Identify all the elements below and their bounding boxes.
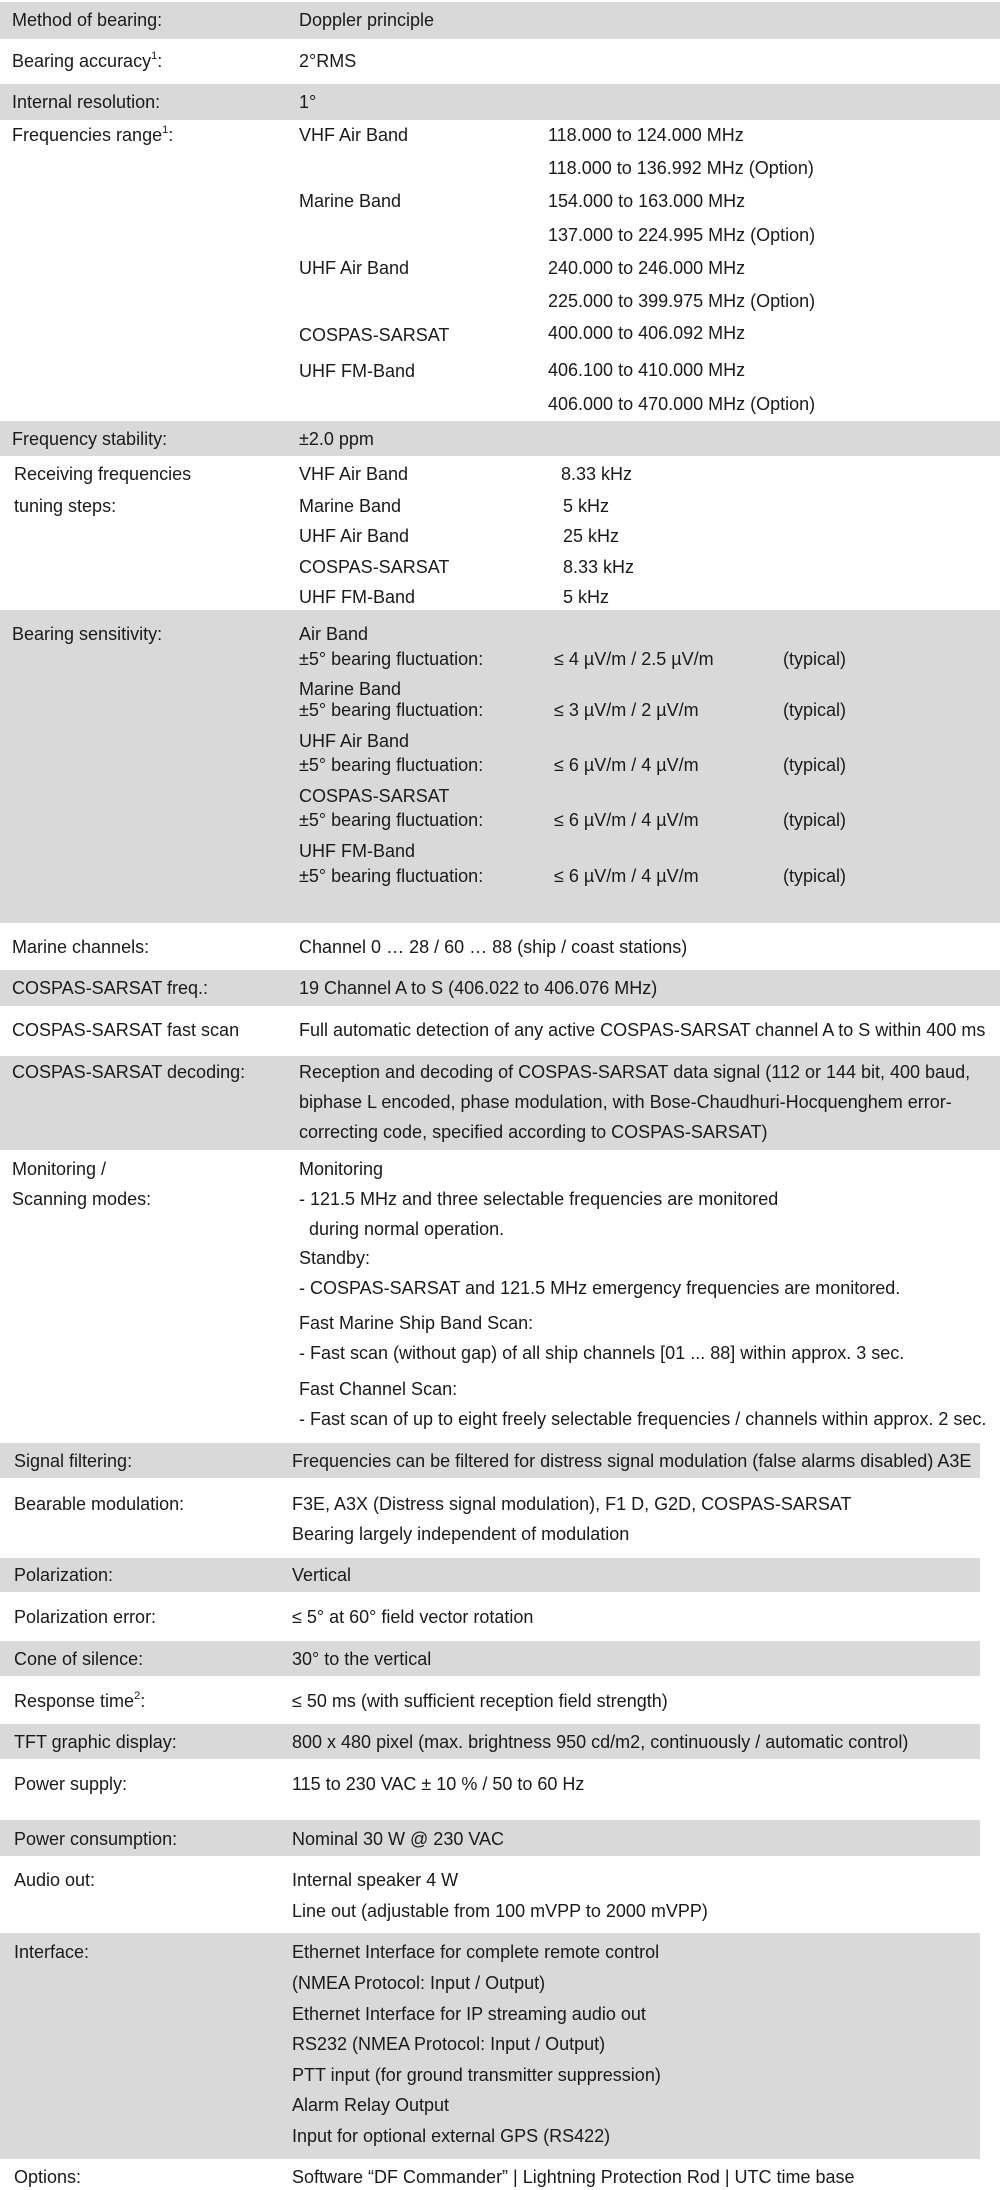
sensitivity-value: ≤ 6 µV/m / 4 µV/m [554,755,699,775]
monitoring-line: - 121.5 MHz and three selectable frequencies are monitored [299,1189,779,1209]
filtering-label: Signal filtering: [14,1451,133,1471]
row-polarization [0,1558,980,1592]
cospas-decoding-line: Reception and decoding of COSPAS-SARSAT data signal (112 or 144 bit, 400 baud, [299,1062,971,1082]
freq-band-line: 137.000 to 224.995 MHz (Option) [548,225,816,245]
sensitivity-fluct: ±5° bearing fluctuation: [299,649,484,669]
sensitivity-fluct: ±5° bearing fluctuation: [299,866,484,886]
freq-band-name: UHF Air Band [299,258,410,278]
stability-label: Frequency stability: [12,429,168,449]
monitoring-line: during normal operation. [309,1219,505,1239]
marine-value: Channel 0 … 28 / 60 … 88 (ship / coast stations) [299,937,688,957]
interface-line: RS232 (NMEA Protocol: Input / Output) [292,2034,606,2054]
freq-band-line: 118.000 to 136.992 MHz (Option) [548,158,814,178]
stability-value: ±2.0 ppm [299,429,374,449]
cospas-scan-label: COSPAS-SARSAT fast scan [12,1020,240,1040]
monitoring-line: - Fast scan of up to eight freely selectable frequencies / channels within approx. 2 sec. [299,1409,987,1429]
interface-line: Input for optional external GPS (RS422) [292,2126,611,2146]
sensitivity-fluct: ±5° bearing fluctuation: [299,755,484,775]
interface-line: (NMEA Protocol: Input / Output) [292,1973,546,1993]
sensitivity-note: (typical) [783,755,847,775]
method-label: Method of bearing: [12,10,163,30]
freq-band-line: 118.000 to 124.000 MHz [548,125,744,145]
freq-band-line: 240.000 to 246.000 MHz [548,258,746,278]
tuning-label-line1: Receiving frequencies [14,464,192,484]
modulation-line: F3E, A3X (Distress signal modulation), F1 D, G2D, COSPAS-SARSAT [292,1494,852,1514]
resolution-label: Internal resolution: [12,92,161,112]
sensitivity-note: (typical) [783,700,847,720]
options-label: Options: [14,2167,82,2187]
audio-label: Audio out: [14,1870,96,1890]
interface-label: Interface: [14,1942,90,1962]
tft-value: 800 x 480 pixel (max. brightness 950 cd/m2, continuously / automatic control) [292,1732,909,1752]
sensitivity-fluct: ±5° bearing fluctuation: [299,700,484,720]
sensitivity-note: (typical) [783,810,847,830]
pol-error-value: ≤ 5° at 60° field vector rotation [292,1607,534,1627]
pol-error-label: Polarization error: [14,1607,157,1627]
tuning-item-name: Marine Band [299,496,402,516]
tuning-item-name: UHF FM-Band [299,587,416,607]
sensitivity-band: Marine Band [299,679,402,699]
audio-line: Line out (adjustable from 100 mVPP to 2000 mVPP) [292,1901,708,1921]
freq-band-line: 406.000 to 470.000 MHz (Option) [548,394,816,414]
freq-band-line: 154.000 to 163.000 MHz [548,191,746,211]
sensitivity-note: (typical) [783,866,847,886]
response-value: ≤ 50 ms (with sufficient reception field strength) [292,1691,668,1711]
monitoring-line: Monitoring [299,1159,384,1179]
monitoring-label-line1: Monitoring / [12,1159,107,1179]
sensitivity-value: ≤ 4 µV/m / 2.5 µV/m [554,649,714,669]
cospas-decoding-line: biphase L encoded, phase modulation, with Bose-Chaudhuri-Hocquenghem error- [299,1092,952,1112]
tuning-item-value: 8.33 kHz [563,557,635,577]
freq-band-name: UHF FM-Band [299,361,416,381]
sensitivity-band: COSPAS-SARSAT [299,786,450,806]
options-value: Software “DF Commander” | Lightning Protection Rod | UTC time base [292,2167,855,2187]
audio-line: Internal speaker 4 W [292,1870,459,1890]
tuning-item-name: VHF Air Band [299,464,409,484]
power-supply-value: 115 to 230 VAC ± 10 % / 50 to 60 Hz [292,1774,585,1794]
interface-line: Ethernet Interface for IP streaming audio out [292,2004,646,2024]
sensitivity-band: UHF Air Band [299,731,410,751]
cone-label: Cone of silence: [14,1649,144,1669]
modulation-line: Bearing largely independent of modulation [292,1524,630,1544]
interface-line: Alarm Relay Output [292,2095,450,2115]
monitoring-line: Fast Marine Ship Band Scan: [299,1313,534,1333]
monitoring-line: Standby: [299,1248,371,1268]
freq-band-name: Marine Band [299,191,402,211]
cospas-decoding-line: correcting code, specified according to COSPAS-SARSAT) [299,1122,768,1142]
accuracy-value: 2°RMS [299,51,357,71]
method-value: Doppler principle [299,10,435,30]
sensitivity-value: ≤ 6 µV/m / 4 µV/m [554,810,699,830]
filtering-value: Frequencies can be filtered for distress signal modulation (false alarms disabled) A3E [292,1451,972,1471]
interface-line: Ethernet Interface for complete remote control [292,1942,660,1962]
cone-value: 30° to the vertical [292,1649,432,1669]
freq-band-name: COSPAS-SARSAT [299,325,450,345]
polarization-label: Polarization: [14,1565,114,1585]
row-sensitivity [0,610,1000,923]
sensitivity-label: Bearing sensitivity: [12,624,163,644]
sensitivity-band: UHF FM-Band [299,841,416,861]
tuning-item-value: 5 kHz [563,587,610,607]
tft-label: TFT graphic display: [14,1732,177,1752]
tuning-item-name: UHF Air Band [299,526,410,546]
sensitivity-band: Air Band [299,624,369,644]
resolution-value: 1° [299,92,317,112]
tuning-item-value: 5 kHz [563,496,610,516]
cospas-freq-value: 19 Channel A to S (406.022 to 406.076 MHz) [299,978,658,998]
sensitivity-value: ≤ 3 µV/m / 2 µV/m [554,700,699,720]
tuning-item-name: COSPAS-SARSAT [299,557,450,577]
monitoring-label-line2: Scanning modes: [12,1189,152,1209]
freq-range-label: Frequencies range$^1$: [12,124,174,145]
cospas-decoding-label: COSPAS-SARSAT decoding: [12,1062,246,1082]
freq-band-line: 400.000 to 406.092 MHz [548,323,746,343]
marine-label: Marine channels: [12,937,150,957]
monitoring-line: - COSPAS-SARSAT and 121.5 MHz emergency frequencies are monitored. [299,1278,901,1298]
power-consumption-label: Power consumption: [14,1829,178,1849]
tuning-label-line2: tuning steps: [14,496,117,516]
monitoring-line: - Fast scan (without gap) of all ship channels [01 ... 88] within approx. 3 sec. [299,1343,905,1363]
power-supply-label: Power supply: [14,1774,128,1794]
modulation-label: Bearable modulation: [14,1494,185,1514]
tuning-item-value: 25 kHz [563,526,620,546]
response-label: Response time$^2$: [14,1690,146,1711]
sensitivity-value: ≤ 6 µV/m / 4 µV/m [554,866,699,886]
cospas-freq-label: COSPAS-SARSAT freq.: [12,978,209,998]
power-consumption-value: Nominal 30 W @ 230 VAC [292,1829,505,1849]
cospas-scan-value: Full automatic detection of any active COSPAS-SARSAT channel A to S within 400 ms [299,1020,986,1040]
sensitivity-fluct: ±5° bearing fluctuation: [299,810,484,830]
freq-band-line: 225.000 to 399.975 MHz (Option) [548,291,816,311]
interface-line: PTT input (for ground transmitter suppression) [292,2065,661,2085]
accuracy-label: Bearing accuracy$^1$: [12,50,163,71]
monitoring-line: Fast Channel Scan: [299,1379,458,1399]
polarization-value: Vertical [292,1565,352,1585]
row-cone [0,1641,980,1676]
freq-band-name: VHF Air Band [299,125,409,145]
freq-band-line: 406.100 to 410.000 MHz [548,360,746,380]
sensitivity-note: (typical) [783,649,847,669]
tuning-item-value: 8.33 kHz [561,464,633,484]
